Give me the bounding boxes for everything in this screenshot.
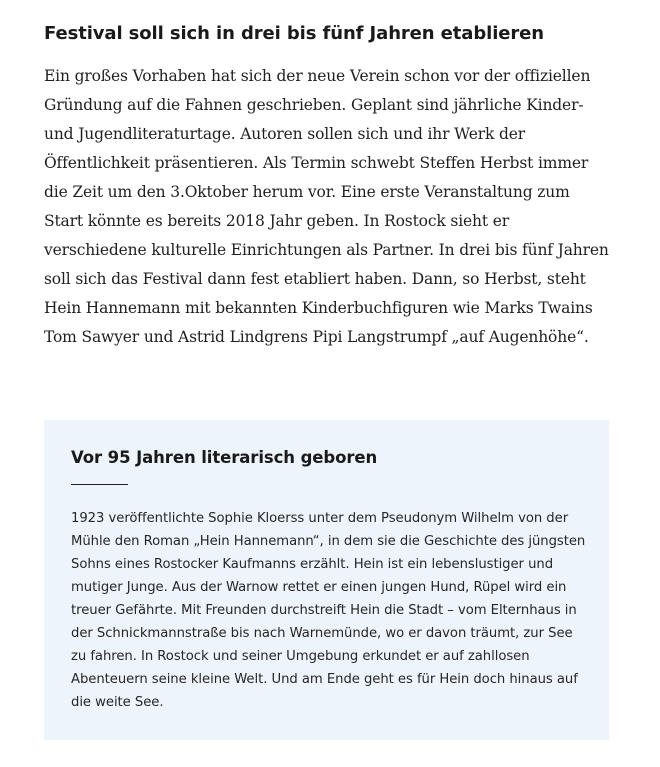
infobox-heading: Vor 95 Jahren literarisch geboren — [71, 448, 378, 467]
infobox-divider — [71, 484, 128, 485]
infobox — [44, 420, 609, 740]
infobox-text: 1923 veröffentlichte Sophie Kloerss unter dem Pseudonym Wilhelm von der Mühle den Roman „Hein Hannemann“, in dem sie die Geschichte des jüngsten Sohns eines Rostocker Kaufmanns erzählt. Hein ist ein lebenslustiger und mutiger Junge. Aus der Warnow rettet er einen jungen Hund, Rüpel wird ein treuer Gefährte. Mit Freunden durchstreift Hein die Stadt – vom Elternhaus in der Schnickmannstraße bis nach Warnemünde, wo er davon träumt, zur See zu fahren. In Rostock und seiner Umgebung erkundet er auf zahllosen Abenteuern seine kleine Welt. Und am Ende geht es für Hein doch hinaus auf die weite See. — [71, 511, 586, 710]
section-heading: Festival soll sich in drei bis fünf Jahren etablieren — [44, 23, 544, 44]
article-paragraph: Ein großes Vorhaben hat sich der neue Verein schon vor der offiziellen Gründung auf die Fahnen geschrieben. Geplant sind jährliche Kinder- und Jugendliteraturtage. Autoren sollen sich und ihr Werk der Öffentlichkeit präsentieren. Als Termin schwebt Steffen Herbst immer die Zeit um den 3.Oktober herum vor. Eine erste Veranstaltung zum Start könnte es bereits 2018 Jahr geben. In Rostock sieht er verschiedene kulturelle Einrichtungen als Partner. In drei bis fünf Jahren soll sich das Festival dann fest etabliert haben. Dann, so Herbst, steht Hein Hannemann mit bekannten Kinderbuchfiguren wie Marks Twains Tom Sawyer und Astrid Lindgrens Pipi Langstrumpf „auf Augenhöhe“. — [44, 67, 609, 346]
